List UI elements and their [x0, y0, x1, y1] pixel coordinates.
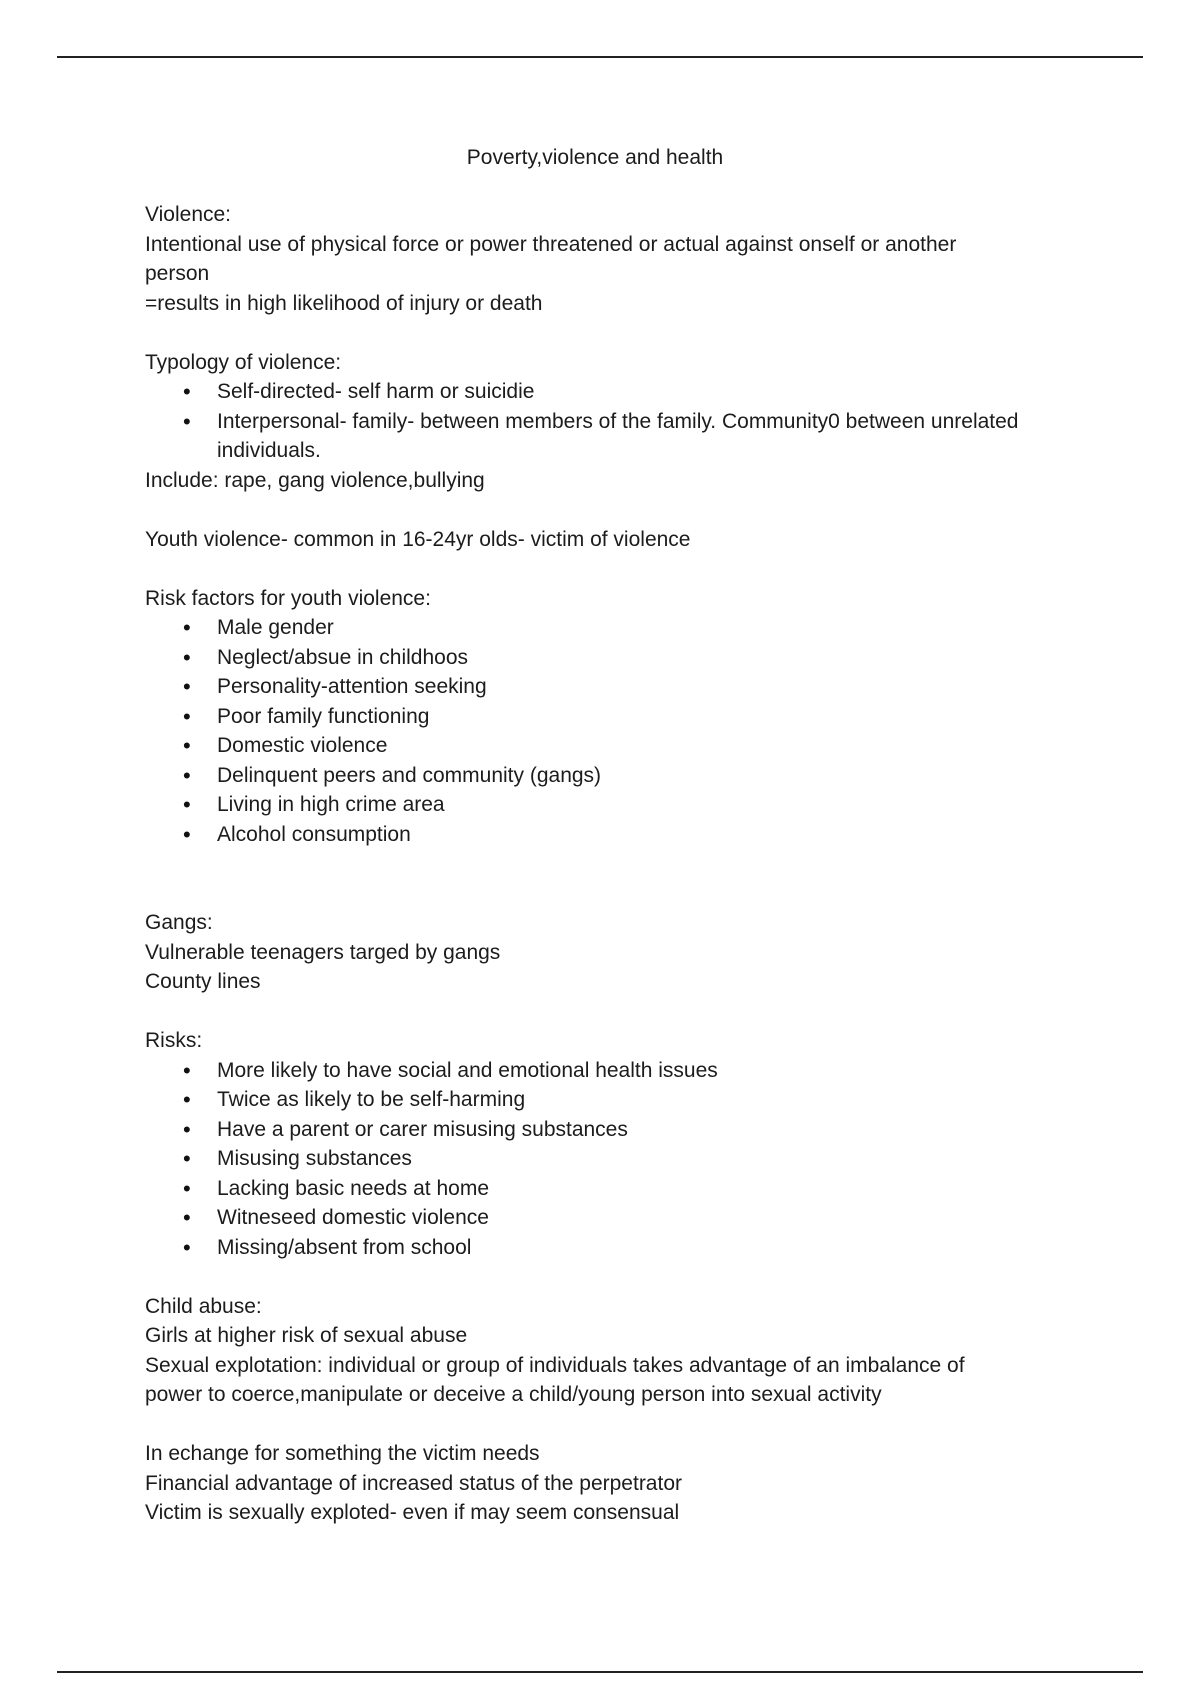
list-item: • Missing/absent from school [145, 1233, 1045, 1263]
list-item: • More likely to have social and emotional health issues [145, 1056, 1045, 1086]
document-page [145, 143, 1045, 1528]
gangs-heading: Gangs: [145, 911, 213, 934]
exchange-line-3: Victim is sexually exploted- even if may seem consensual [145, 1501, 680, 1524]
violence-definition: Intentional use of physical force or power threatened or actual against onself or another [145, 232, 957, 256]
child-abuse-heading: Child abuse: [145, 1294, 262, 1318]
list-item: • Lacking basic needs at home [145, 1174, 1045, 1204]
typology-list [145, 377, 1045, 466]
list-item: • Neglect/absue in childhoos [145, 643, 1045, 673]
violence-heading: Violence: [145, 203, 232, 226]
exchange-line-2: Financial advantage of increased status of the perpetrator [145, 1471, 682, 1495]
risks-heading: Risks: [145, 1029, 203, 1052]
gangs-line-2: County lines [145, 970, 261, 993]
list-item: • Personality-attention seeking [145, 672, 1045, 702]
typology-include: Include: rape, gang violence,bullying [145, 468, 485, 492]
list-item: • Interpersonal- family- between members of the family. Community0 between unrelated individuals. [145, 407, 1045, 466]
child-abuse-line-1: Girls at higher risk of sexual abuse [145, 1324, 468, 1347]
list-item: • Alcohol consumption [145, 820, 1045, 850]
page-title: Poverty,violence and health [466, 146, 724, 169]
child-abuse-line-2: Sexual explotation: individual or group of individuals takes advantage of an imbalance of [145, 1353, 965, 1377]
child-abuse-line-3: power to coerce,manipulate or deceive a child/young person into sexual activity [145, 1383, 882, 1406]
list-item: • Male gender [145, 613, 1045, 643]
violence-definition-cont: person [145, 262, 210, 285]
list-item: • Domestic violence [145, 731, 1045, 761]
risk-factors-list [145, 613, 1045, 849]
gangs-line-1: Vulnerable teenagers targed by gangs [145, 940, 501, 964]
exchange-line-1: In echange for something the victim needs [145, 1442, 540, 1465]
risks-list [145, 1056, 1045, 1263]
list-item: • Poor family functioning [145, 702, 1045, 732]
footer-rule [57, 1671, 1143, 1673]
list-item: • Twice as likely to be self-harming [145, 1085, 1045, 1115]
typology-heading: Typology of violence: [145, 350, 342, 374]
list-item: • Misusing substances [145, 1144, 1045, 1174]
list-item: • Living in high crime area [145, 790, 1045, 820]
list-item: • Self-directed- self harm or suicidie [145, 377, 1045, 407]
youth-violence: Youth violence- common in 16-24yr olds- victim of violence [145, 527, 691, 551]
header-rule [57, 56, 1143, 58]
list-item: • Delinquent peers and community (gangs) [145, 761, 1045, 791]
list-item: • Witneseed domestic violence [145, 1203, 1045, 1233]
risk-factors-heading: Risk factors for youth violence: [145, 586, 431, 610]
list-item: • Have a parent or carer misusing substances [145, 1115, 1045, 1145]
violence-result: =results in high likelihood of injury or death [145, 291, 543, 315]
